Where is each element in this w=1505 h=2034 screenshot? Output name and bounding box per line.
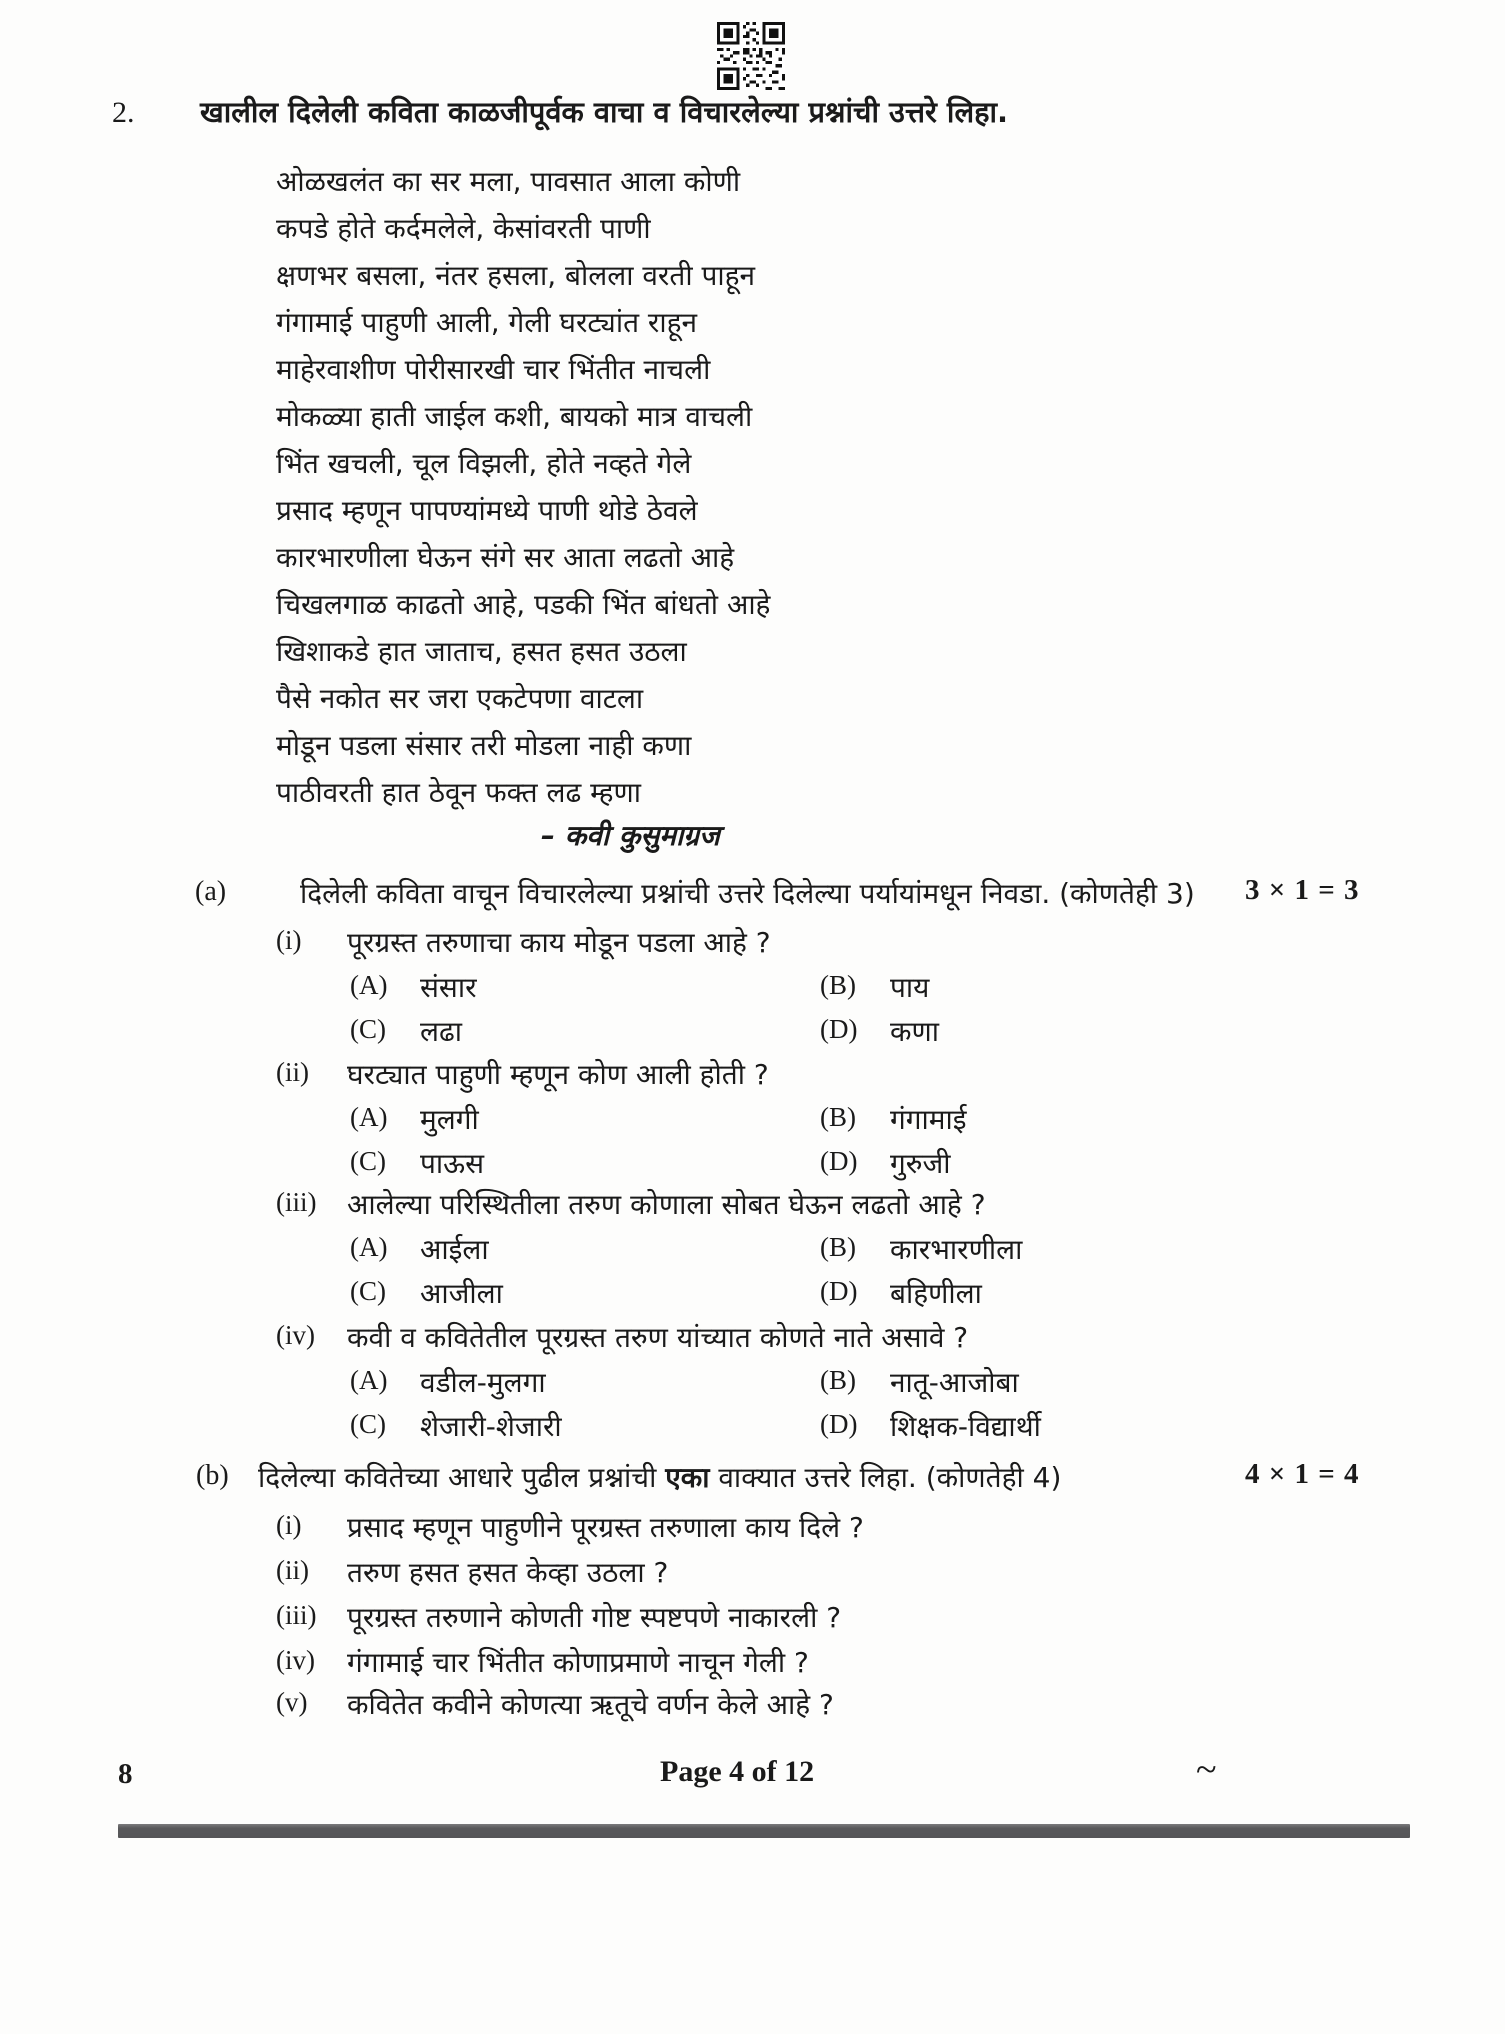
poem-attribution: – कवी कुसुमाग्रज [541,819,720,852]
sub-question-number: (ii) [276,1555,309,1585]
poem-line: मोकळ्या हाती जाईल कशी, बायको मात्र वाचली [276,400,753,433]
question-number: 2. [112,96,135,129]
option-text: संसार [420,971,477,1004]
option-label: (D) [820,1014,858,1044]
sub-question-text: पूरग्रस्त तरुणाने कोणती गोष्ट स्पष्टपणे नाकारली ? [347,1601,842,1634]
option-label: (D) [820,1276,858,1306]
section-b-marks: 4 × 1 = 4 [1245,1458,1360,1490]
option-text: आईला [420,1233,489,1266]
sub-question-text: पूरग्रस्त तरुणाचा काय मोडून पडला आहे ? [347,926,771,959]
footer-divider-bar [118,1824,1410,1838]
sub-question-number: (v) [276,1687,308,1717]
section-b-instruction [258,1458,1061,1496]
poem-line: खिशाकडे हात जाताच, हसत हसत उठला [276,635,687,668]
option-text: कणा [890,1015,940,1048]
option-text: पाऊस [420,1147,485,1180]
option-label: (A) [350,1365,388,1395]
question-heading: खालील दिलेली कविता काळजीपूर्वक वाचा व विचारलेल्या प्रश्नांची उत्तरे लिहा. [200,95,1009,129]
qr-code-icon [717,20,785,92]
sub-question-text: कवी व कवितेतील पूरग्रस्त तरुण यांच्यात कोणते नाते असावे ? [347,1321,969,1354]
poem-line: प्रसाद म्हणून पापण्यांमध्ये पाणी थोडे ठेवले [276,494,698,527]
option-label: (B) [820,1365,856,1395]
section-b-instruction-post: वाक्यात उत्तरे लिहा. (कोणतेही 4) [709,1461,1062,1494]
option-label: (C) [350,1014,386,1044]
poem-line: क्षणभर बसला, नंतर हसला, बोलला वरती पाहून [276,259,756,292]
option-label: (D) [820,1146,858,1176]
section-b-instruction-bold: एका [665,1461,710,1494]
sub-question-number: (ii) [276,1057,309,1087]
sub-question-text: गंगामाई चार भिंतीत कोणाप्रमाणे नाचून गेली ? [347,1646,809,1679]
option-label: (A) [350,1232,388,1262]
option-label: (A) [350,970,388,1000]
poem [276,158,770,816]
option-label: (B) [820,970,856,1000]
section-a-marks: 3 × 1 = 3 [1245,874,1360,906]
poem-line: कारभारणीला घेऊन संगे सर आता लढतो आहे [276,541,735,574]
poem-line: कपडे होते कर्दमलेले, केसांवरती पाणी [276,212,651,245]
sub-question-number: (iii) [276,1187,317,1217]
poem-line: चिखलगाळ काढतो आहे, पडकी भिंत बांधतो आहे [276,588,771,621]
option-text: पाय [890,971,930,1004]
poem-line: पाठीवरती हात ठेवून फक्त लढ म्हणा [276,776,641,809]
option-label: (C) [350,1409,386,1439]
footer-tilde-mark: ~ [1196,1749,1217,1791]
option-text: शेजारी-शेजारी [420,1410,562,1443]
poem-line: माहेरवाशीण पोरीसारखी चार भिंतीत नाचली [276,353,711,386]
option-text: वडील-मुलगा [420,1366,546,1399]
option-text: बहिणीला [890,1277,982,1310]
poem-line: पैसे नकोत सर जरा एकटेपणा वाटला [276,682,644,715]
option-label: (B) [820,1232,856,1262]
sub-question-number: (i) [276,925,302,955]
option-text: नातू-आजोबा [890,1366,1019,1399]
option-text: गंगामाई [890,1103,967,1136]
sub-question-text: आलेल्या परिस्थितीला तरुण कोणाला सोबत घेऊन लढतो आहे ? [347,1188,986,1221]
poem-line: ओळखलंत का सर मला, पावसात आला कोणी [276,165,741,198]
sub-question-text: प्रसाद म्हणून पाहुणीने पूरग्रस्त तरुणाला काय दिले ? [347,1511,864,1544]
option-label: (A) [350,1102,388,1132]
option-text: शिक्षक-विद्यार्थी [890,1410,1041,1443]
sub-question-number: (iii) [276,1600,317,1630]
sub-question-text: घरट्यात पाहुणी म्हणून कोण आली होती ? [347,1058,769,1091]
section-a-label: (a) [195,876,227,907]
poem-line: गंगामाई पाहुणी आली, गेली घरट्यांत राहून [276,306,698,339]
sub-question-text: कवितेत कवीने कोणत्या ऋतूचे वर्णन केले आहे ? [347,1688,834,1721]
footer-page-number: 8 [118,1758,133,1790]
option-text: मुलगी [420,1103,479,1136]
footer-page-indicator: Page 4 of 12 [660,1755,815,1788]
option-text: लढा [420,1015,463,1048]
option-label: (D) [820,1409,858,1439]
sub-question-number: (iv) [276,1645,315,1675]
sub-question-number: (iv) [276,1320,315,1350]
poem-line: भिंत खचली, चूल विझली, होते नव्हते गेले [276,447,692,480]
sub-question-number: (i) [276,1510,302,1540]
section-b-instruction-pre: दिलेल्या कवितेच्या आधारे पुढील प्रश्नांची [258,1461,666,1494]
option-text: आजीला [420,1277,503,1310]
section-a-instruction: दिलेली कविता वाचून विचारलेल्या प्रश्नांची उत्तरे दिलेल्या पर्यायांमधून निवडा. (कोणतेही 3) [300,877,1195,910]
option-text: गुरुजी [890,1147,951,1180]
section-b-label: (b) [196,1460,229,1491]
option-text: कारभारणीला [890,1233,1023,1266]
option-label: (B) [820,1102,856,1132]
sub-question-text: तरुण हसत हसत केव्हा उठला ? [347,1556,669,1589]
option-label: (C) [350,1146,386,1176]
option-label: (C) [350,1276,386,1306]
poem-line: मोडून पडला संसार तरी मोडला नाही कणा [276,729,692,762]
